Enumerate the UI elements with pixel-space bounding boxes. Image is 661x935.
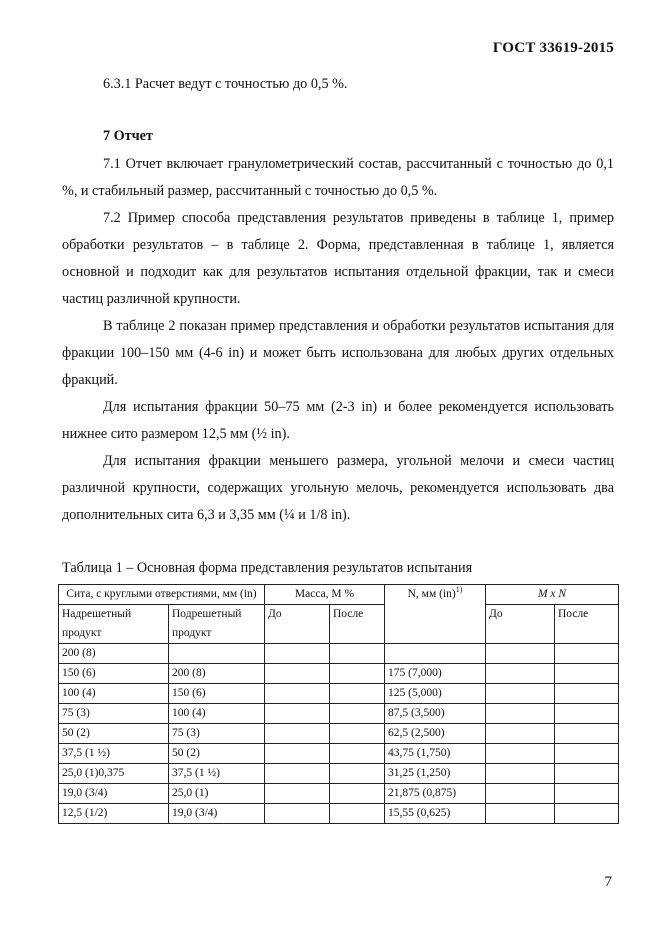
mxn-before-cell <box>486 784 555 804</box>
under-cell: 75 (3) <box>169 724 265 744</box>
mxn-after-cell <box>555 744 619 764</box>
mass-before-cell <box>265 804 330 824</box>
results-table <box>58 584 619 824</box>
header-mxn-before: До <box>486 605 555 644</box>
mxn-after-cell <box>555 644 619 664</box>
mass-after-cell <box>330 744 385 764</box>
table-caption: Таблица 1 – Основная форма представления результатов испытания <box>62 560 473 576</box>
mxn-before-cell <box>486 744 555 764</box>
paragraph-table2: В таблице 2 показан пример представления и обработки результатов испытания для фракции 100–150 мм (4-6 in) и может быть использована для любых других отдельных фракций. <box>62 318 614 388</box>
header-n <box>385 585 486 644</box>
table-row <box>59 644 619 664</box>
mxn-before-cell <box>486 684 555 704</box>
footnote-mark: 1) <box>455 585 463 595</box>
mass-after-cell <box>330 804 385 824</box>
under-cell: 25,0 (1) <box>169 784 265 804</box>
paragraph-7-1: 7.1 Отчет включает гранулометрический состав, рассчитанный с точностью до 0,1 %, и стабильный размер, рассчитанный с точностью до 0,5 %. <box>62 156 614 199</box>
header-mass-after: После <box>330 605 385 644</box>
table-row <box>59 784 619 804</box>
document-code-header: ГОСТ 33619-2015 <box>492 40 614 56</box>
over-cell: 25,0 (1)0,375 <box>59 764 169 784</box>
under-cell: 19,0 (3/4) <box>169 804 265 824</box>
under-cell: 100 (4) <box>169 704 265 724</box>
text-block-main <box>62 151 614 529</box>
over-cell: 37,5 (1 ½) <box>59 744 169 764</box>
mass-before-cell <box>265 664 330 684</box>
page-number: 7 <box>604 874 612 890</box>
mxn-before-cell <box>486 764 555 784</box>
mxn-before-cell <box>486 704 555 724</box>
paragraph-7-2: 7.2 Пример способа представления результатов приведены в таблице 1, пример обработки результатов – в таблице 2. Форма, представленная в таблице 1, является основной и подходит как для результатов испытания отдельной фракции, так и смеси частиц различной крупности. <box>62 210 614 307</box>
text-block-631 <box>62 71 614 98</box>
header-n-label: N, мм (in) <box>407 588 456 600</box>
under-cell: 37,5 (1 ½) <box>169 764 265 784</box>
table-row <box>59 684 619 704</box>
section-heading: 7 Отчет <box>103 128 153 144</box>
header-sieves: Сита, с круглыми отверстиями, мм (in) <box>59 585 265 605</box>
mass-after-cell <box>330 764 385 784</box>
n-cell: 43,75 (1,750) <box>385 744 486 764</box>
mass-after-cell <box>330 784 385 804</box>
mass-after-cell <box>330 664 385 684</box>
paragraph-small-fraction: Для испытания фракции меньшего размера, угольной мелочи и смеси частиц различной крупности, содержащих угольную мелочь, рекомендуется использовать два дополнительных сита 6,3 и 3,35 мм (¼ и 1/8 in). <box>62 453 614 523</box>
mxn-after-cell <box>555 784 619 804</box>
mxn-before-cell <box>486 664 555 684</box>
n-cell: 125 (5,000) <box>385 684 486 704</box>
mxn-after-cell <box>555 724 619 744</box>
under-cell: 200 (8) <box>169 664 265 684</box>
over-cell: 19,0 (3/4) <box>59 784 169 804</box>
over-cell: 150 (6) <box>59 664 169 684</box>
mass-after-cell <box>330 724 385 744</box>
header-over-product: Надрешетный продукт <box>59 605 169 644</box>
n-cell: 87,5 (3,500) <box>385 704 486 724</box>
over-cell: 12,5 (1/2) <box>59 804 169 824</box>
mxn-before-cell <box>486 724 555 744</box>
table-row <box>59 804 619 824</box>
over-cell: 50 (2) <box>59 724 169 744</box>
table-row <box>59 724 619 744</box>
table-row <box>59 704 619 724</box>
over-cell: 100 (4) <box>59 684 169 704</box>
header-under-product: Подрешетный продукт <box>169 605 265 644</box>
mass-after-cell <box>330 684 385 704</box>
mxn-after-cell <box>555 704 619 724</box>
mxn-after-cell <box>555 804 619 824</box>
paragraph-6-3-1: 6.3.1 Расчет ведут с точностью до 0,5 %. <box>103 76 348 92</box>
over-cell: 200 (8) <box>59 644 169 664</box>
table-row <box>59 764 619 784</box>
mxn-after-cell <box>555 684 619 704</box>
header-mxn: M x N <box>486 585 619 605</box>
mxn-before-cell <box>486 644 555 664</box>
over-cell: 75 (3) <box>59 704 169 724</box>
mass-after-cell <box>330 704 385 724</box>
header-mass: Масса, M % <box>265 585 385 605</box>
n-cell: 15,55 (0,625) <box>385 804 486 824</box>
mass-after-cell <box>330 644 385 664</box>
mass-before-cell <box>265 704 330 724</box>
mass-before-cell <box>265 724 330 744</box>
n-cell: 62,5 (2,500) <box>385 724 486 744</box>
header-mass-before: До <box>265 605 330 644</box>
n-cell: 21,875 (0,875) <box>385 784 486 804</box>
n-cell <box>385 644 486 664</box>
under-cell <box>169 644 265 664</box>
table-subheader-row <box>59 605 619 644</box>
under-cell: 50 (2) <box>169 744 265 764</box>
table-row <box>59 664 619 684</box>
n-cell: 31,25 (1,250) <box>385 764 486 784</box>
table-header-row <box>59 585 619 605</box>
mass-before-cell <box>265 644 330 664</box>
mass-before-cell <box>265 744 330 764</box>
table-body <box>59 644 619 824</box>
header-mxn-after: После <box>555 605 619 644</box>
mxn-after-cell <box>555 764 619 784</box>
under-cell: 150 (6) <box>169 684 265 704</box>
mass-before-cell <box>265 684 330 704</box>
n-cell: 175 (7,000) <box>385 664 486 684</box>
mxn-after-cell <box>555 664 619 684</box>
mass-before-cell <box>265 764 330 784</box>
mxn-before-cell <box>486 804 555 824</box>
mass-before-cell <box>265 784 330 804</box>
table-row <box>59 744 619 764</box>
paragraph-fraction-50: Для испытания фракции 50–75 мм (2-3 in) и более рекомендуется использовать нижнее сито размером 12,5 мм (½ in). <box>62 399 614 442</box>
